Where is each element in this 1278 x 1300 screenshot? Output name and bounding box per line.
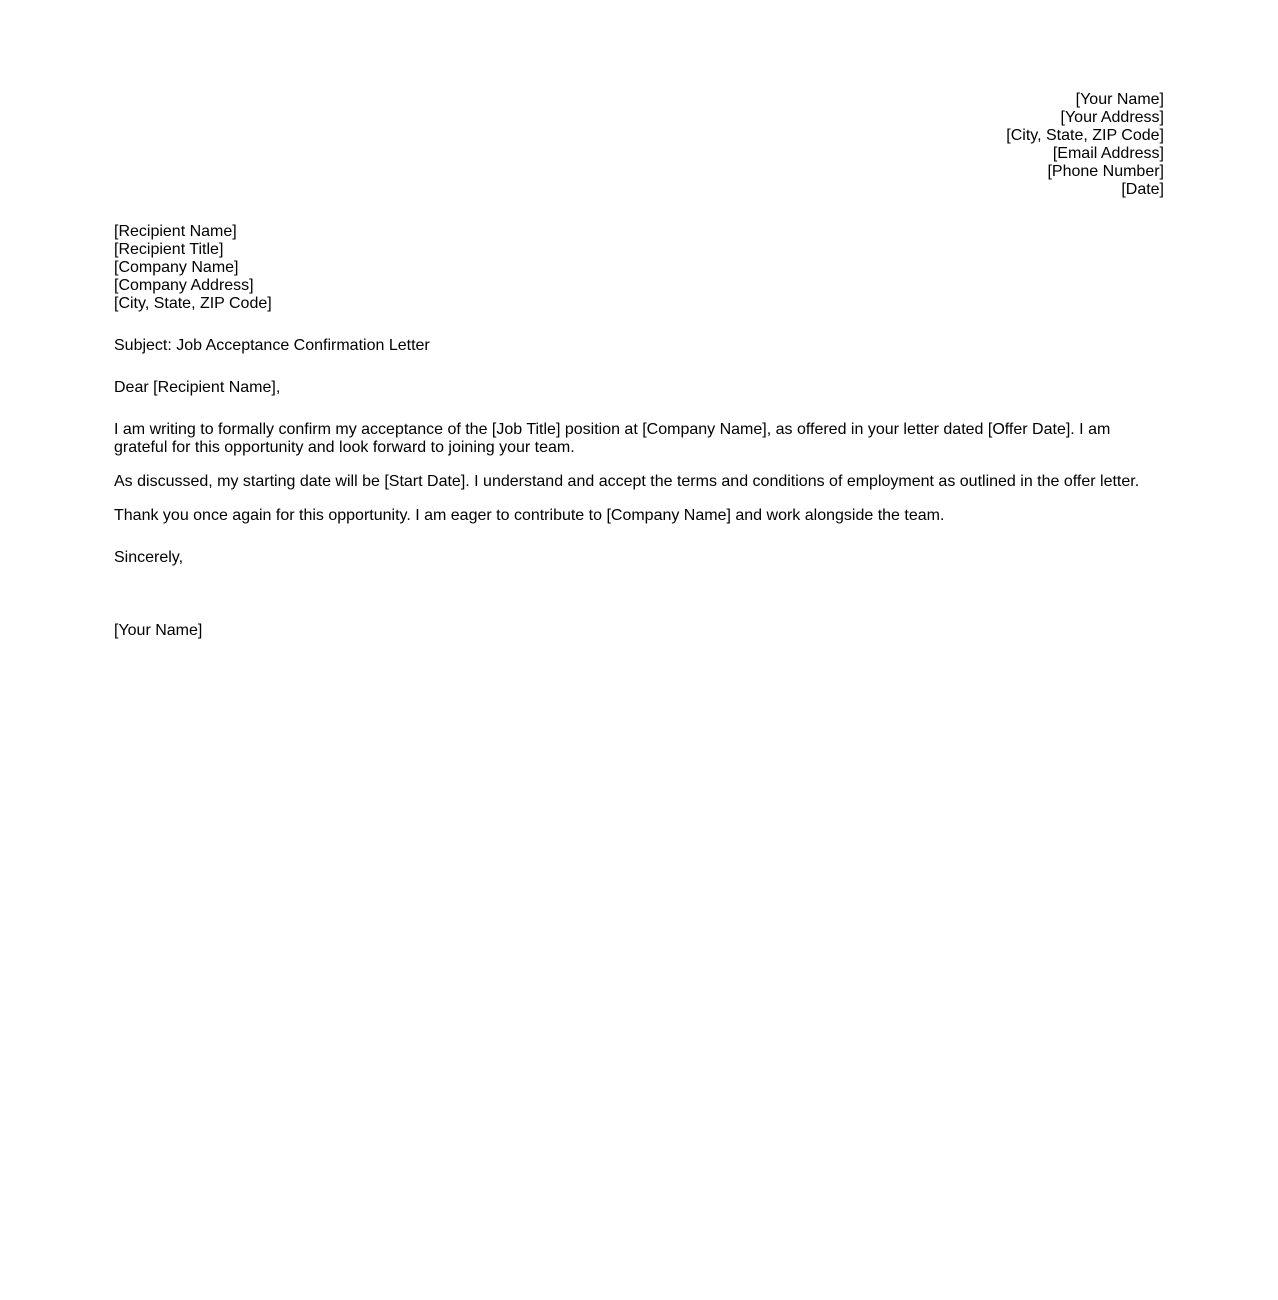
body-paragraph: Thank you once again for this opportunity. I am eager to contribute to [Company Name] and work alongside the team. [114,507,945,524]
recipient-city-state-zip: [City, State, ZIP Code] [114,295,272,312]
sender-name: [Your Name] [1075,91,1164,108]
letter-date: [Date] [1121,181,1164,198]
sender-email: [Email Address] [1052,145,1164,162]
closing: Sincerely, [114,549,184,566]
subject-line: Subject: Job Acceptance Confirmation Letter [114,337,430,354]
sender-phone: [Phone Number] [1047,163,1164,180]
sender-address-block [114,91,1164,199]
sender-address: [Your Address] [1060,109,1164,126]
salutation: Dear [Recipient Name], [114,379,281,396]
signature-name: [Your Name] [114,622,203,639]
letter-document [114,91,1164,640]
recipient-title: [Recipient Title] [114,241,224,258]
recipient-address-block [114,223,1164,313]
recipient-company: [Company Name] [114,259,239,276]
body-paragraph: I am writing to formally confirm my acceptance of the [Job Title] position at [Company Name], as offered in your letter dated [Offer Date]. I am grateful for this opportunity and look forward to joining your team. [114,421,1111,456]
body-paragraph: As discussed, my starting date will be [Start Date]. I understand and accept the terms and conditions of employment as outlined in the offer letter. [114,473,1140,490]
recipient-name: [Recipient Name] [114,223,237,240]
recipient-company-address: [Company Address] [114,277,254,294]
sender-city-state-zip: [City, State, ZIP Code] [1006,127,1164,144]
